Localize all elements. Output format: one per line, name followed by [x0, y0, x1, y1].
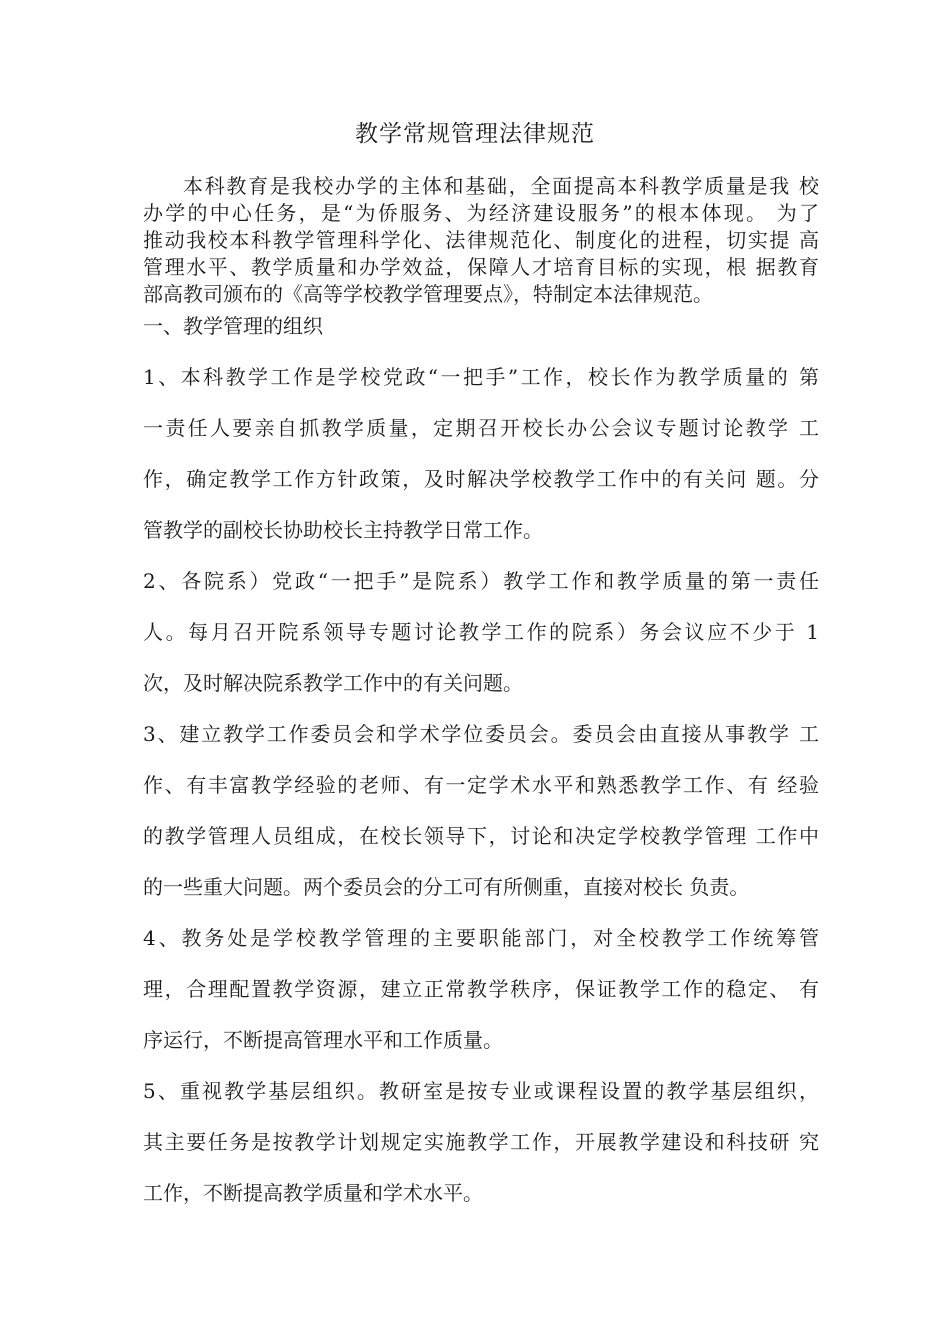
paragraph-line: 的一些重大问题。两个委员会的分工可有所侧重，直接对校长 负责。 — [143, 875, 750, 899]
paragraph-line: 管教学的副校长协助校长主持教学日常工作。 — [143, 518, 543, 542]
paragraph-line: 2、各院系）党政“一把手”是院系）教学工作和教学质量的第一责任 — [143, 569, 819, 593]
paragraph-line: 5、重视教学基层组织。教研室是按专业或课程设置的教学基层组织， — [143, 1079, 819, 1103]
list-item — [143, 556, 819, 709]
intro-paragraph — [143, 173, 819, 308]
paragraph-line: 4、教务处是学校教学管理的主要职能部门，对全校教学工作统筹管 — [143, 926, 819, 950]
list-item — [143, 709, 819, 913]
paragraph-line: 一责任人要亲自抓教学质量，定期召开校长办公会议专题讨论教学 工 — [143, 416, 819, 440]
paragraph-line: 其主要任务是按教学计划规定实施教学工作，开展教学建设和科技研 究 — [143, 1130, 819, 1154]
list-item — [143, 1066, 819, 1219]
list-item — [143, 913, 819, 1066]
paragraph-line: 作，确定教学工作方针政策，及时解决学校教学工作中的有关问 题。分 — [143, 467, 819, 491]
page-title: 教学常规管理法律规范 — [355, 121, 595, 147]
intro-line: 部高教司颁布的《高等学校教学管理要点》，特制定本法律规范。 — [143, 282, 713, 306]
intro-line: 办学的中心任务，是“为侨服务、为经济建设服务”的根本体现。 为了 — [143, 201, 819, 225]
list-item — [143, 352, 819, 556]
intro-line: 本科教育是我校办学的主体和基础，全面提高本科教学质量是我 校 — [183, 174, 819, 198]
section-heading: 一、教学管理的组织 — [143, 314, 323, 338]
paragraph-line: 人。每月召开院系领导专题讨论教学工作的院系）务会议应不少于 1 — [143, 620, 819, 644]
intro-line: 推动我校本科教学管理科学化、法律规范化、制度化的进程，切实提 高 — [143, 228, 819, 252]
paragraph-line: 次，及时解决院系教学工作中的有关问题。 — [143, 671, 523, 695]
intro-line: 管理水平、教学质量和办学效益，保障人才培育目标的实现，根 据教育 — [143, 255, 819, 279]
paragraph-line: 工作，不断提高教学质量和学术水平。 — [143, 1181, 483, 1205]
section-body — [143, 352, 819, 1219]
paragraph-line: 序运行，不断提高管理水平和工作质量。 — [143, 1028, 503, 1052]
paragraph-line: 1、本科教学工作是学校党政“一把手”工作，校长作为教学质量的 第 — [143, 365, 819, 389]
paragraph-line: 作、有丰富教学经验的老师、有一定学术水平和熟悉教学工作、有 经验 — [143, 773, 819, 797]
paragraph-line: 3、建立教学工作委员会和学术学位委员会。委员会由直接从事教学 工 — [143, 722, 819, 746]
paragraph-line: 的教学管理人员组成，在校长领导下，讨论和决定学校教学管理 工作中 — [143, 824, 819, 848]
paragraph-line: 理，合理配置教学资源，建立正常教学秩序，保证教学工作的稳定、 有 — [143, 977, 819, 1001]
